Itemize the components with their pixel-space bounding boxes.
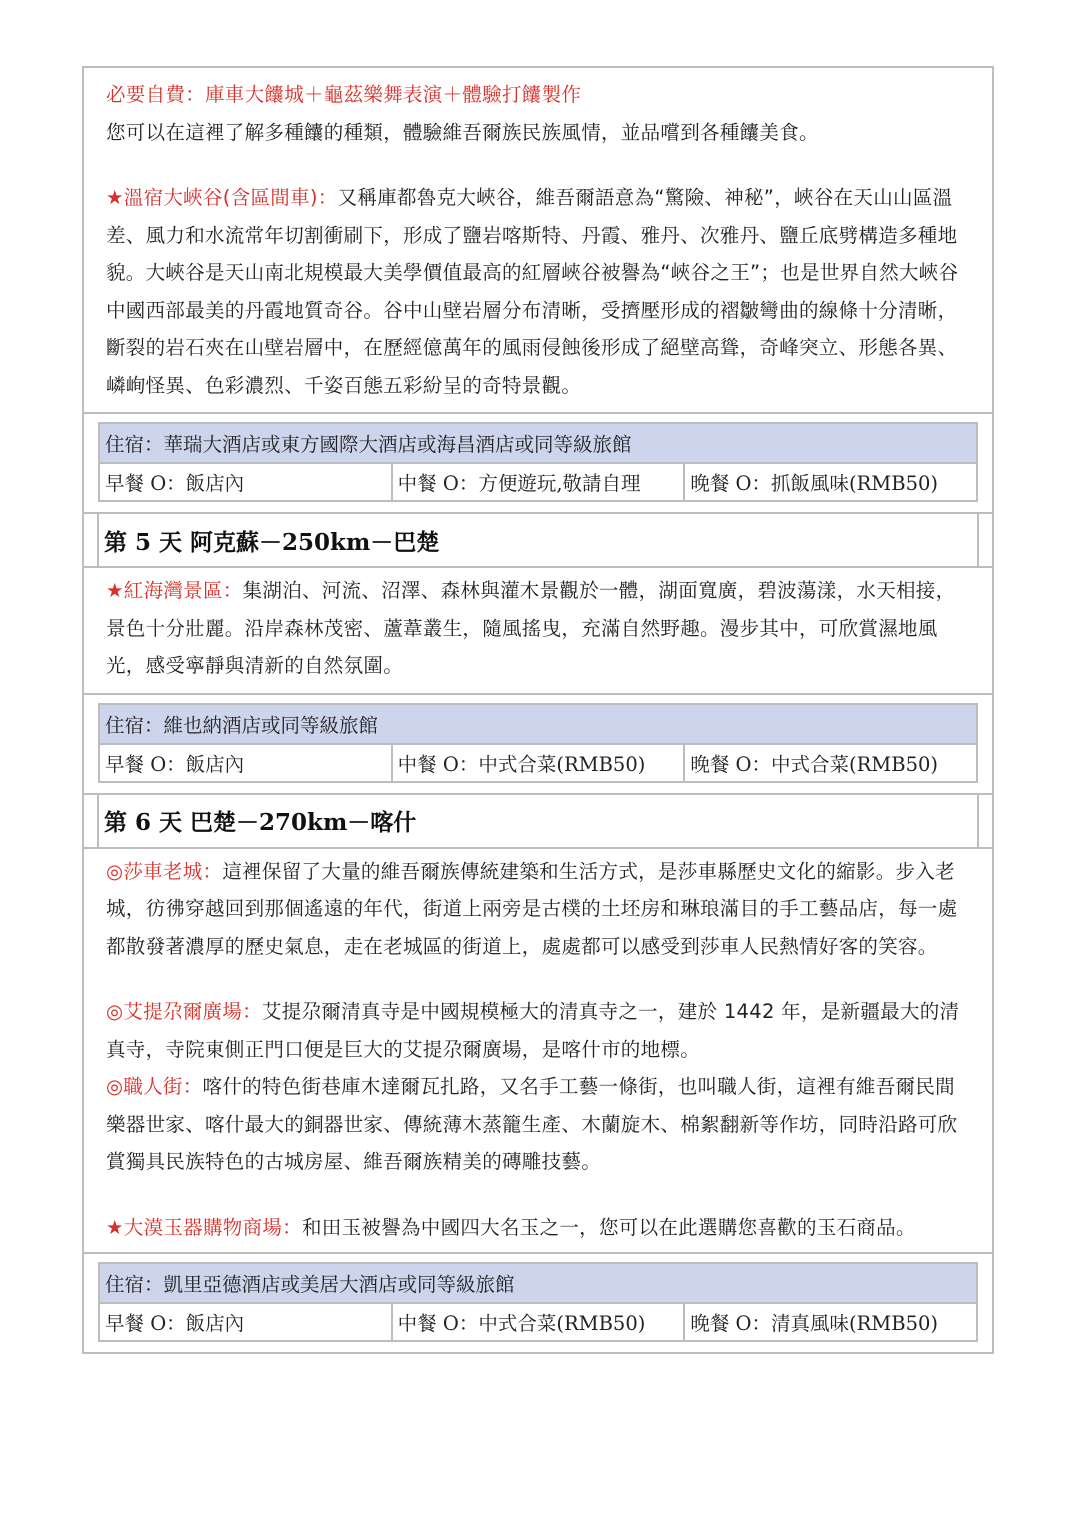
day6-content	[84, 849, 992, 1253]
lodging-cell: 住宿：凱里亞德酒店或美居大酒店或同等級旅館	[99, 1263, 977, 1303]
day4-content	[84, 68, 992, 412]
square-text: 艾提尕爾清真寺是中國規模極大的清真寺之一，建於 1442 年，是新疆最大的清真寺，寺院東側正門口便是巨大的艾提尕爾廣場，是喀什市的地標。	[106, 1000, 960, 1061]
day6-info-table	[84, 1252, 992, 1354]
dinner-cell: 晚餐 O：清真風味(RMB50)	[684, 1303, 977, 1341]
lunch-cell: 中餐 O：中式合菜(RMB50)	[392, 744, 685, 782]
optional-fee-text: 您可以在這裡了解多種饢的種類，體驗維吾爾族民族風情，並品嚐到各種饢美食。	[106, 120, 819, 144]
optional-fee-title: 必要自費：庫車大饢城＋龜茲樂舞表演＋體驗打饢製作	[106, 83, 582, 106]
street-title: ◎職人街：	[106, 1075, 203, 1098]
lodging-cell: 住宿：維也納酒店或同等級旅館	[99, 704, 977, 744]
spot-paragraph	[106, 572, 970, 685]
breakfast-cell: 早餐 O：飯店內	[99, 1303, 392, 1341]
itinerary-frame	[82, 66, 994, 1354]
dinner-cell: 晚餐 O：抓飯風味(RMB50)	[684, 463, 977, 501]
canyon-paragraph	[106, 179, 970, 404]
spot-text: 集湖泊、河流、沼澤、森林與灌木景觀於一體，湖面寬廣，碧波蕩漾，水天相接，景色十分壯麗。沿岸森林茂密、蘆葦叢生，隨風搖曳，充滿自然野趣。漫步其中，可欣賞濕地風光，感受寧靜與清新的自然氛圍。	[106, 579, 956, 677]
lodging-cell: 住宿：華瑞大酒店或東方國際大酒店或海昌酒店或同等級旅館	[99, 423, 977, 463]
jade-paragraph	[106, 1209, 970, 1247]
day6-heading-text: 第 6 天 巴楚－270km－喀什	[104, 809, 417, 836]
dinner-cell: 晚餐 O：中式合菜(RMB50)	[684, 744, 977, 782]
street-text: 喀什的特色街巷庫木達爾瓦扎路，又名手工藝一條街，也叫職人街，這裡有維吾爾民間樂器世家、喀什最大的銅器世家、傳統薄木蒸籠生產、木蘭旋木、棉絮翻新等作坊，同時沿路可欣賞獨具民族特色的古城房屋、維吾爾族精美的磚雕技藝。	[106, 1075, 958, 1173]
square-title: ◎艾提尕爾廣場：	[106, 1000, 262, 1023]
canyon-text: 又稱庫都魯克大峽谷，維吾爾語意為“驚險、神秘”，峽谷在天山山區溫差、風力和水流常年切割衝刷下，形成了鹽岩喀斯特、丹霞、雅丹、次雅丹、鹽丘底劈構造多種地貌。大峽谷是天山南北規模最大美學價值最高的紅層峽谷被譽為“峽谷之王”；也是世界自然大峽谷中國西部最美的丹霞地質奇谷。谷中山壁岩層分布清晰，受擠壓形成的褶皺彎曲的線條十分清晰，斷裂的岩石夾在山壁岩層中，在歷經億萬年的風雨侵蝕後形成了絕壁高聳，奇峰突立、形態各異、嶙峋怪異、色彩濃烈、千姿百態五彩紛呈的奇特景觀。	[106, 186, 959, 397]
spot-title: ★紅海灣景區：	[106, 579, 243, 602]
lunch-cell: 中餐 O：方便遊玩,敬請自理	[392, 463, 685, 501]
oldtown-paragraph	[106, 853, 970, 966]
breakfast-cell: 早餐 O：飯店內	[99, 744, 392, 782]
day5-heading	[84, 512, 992, 568]
canyon-title: ★溫宿大峽谷(含區間車)：	[106, 186, 338, 209]
oldtown-title: ◎莎車老城：	[106, 859, 223, 883]
square-paragraph	[106, 993, 970, 1068]
day5-heading-text: 第 5 天 阿克蘇－250km－巴楚	[104, 528, 440, 556]
day5-info-table	[84, 693, 992, 793]
street-paragraph	[106, 1068, 970, 1181]
day4-info-table	[84, 412, 992, 512]
day5-content	[84, 568, 992, 693]
oldtown-text: 這裡保留了大量的維吾爾族傳統建築和生活方式，是莎車縣歷史文化的縮影。步入老城，彷彿穿越回到那個遙遠的年代，街道上兩旁是古樸的土坯房和琳琅滿目的手工藝品店，每一處都散發著濃厚的歷史氣息，走在老城區的街道上，處處都可以感受到莎車人民熱情好客的笑容。	[106, 859, 958, 958]
lunch-cell: 中餐 O：中式合菜(RMB50)	[392, 1303, 685, 1341]
jade-text: 和田玉被譽為中國四大名玉之一，您可以在此選購您喜歡的玉石商品。	[301, 1215, 916, 1239]
jade-title: ★大漠玉器購物商場：	[106, 1215, 302, 1239]
day6-heading	[84, 793, 992, 849]
breakfast-cell: 早餐 O：飯店內	[99, 463, 392, 501]
